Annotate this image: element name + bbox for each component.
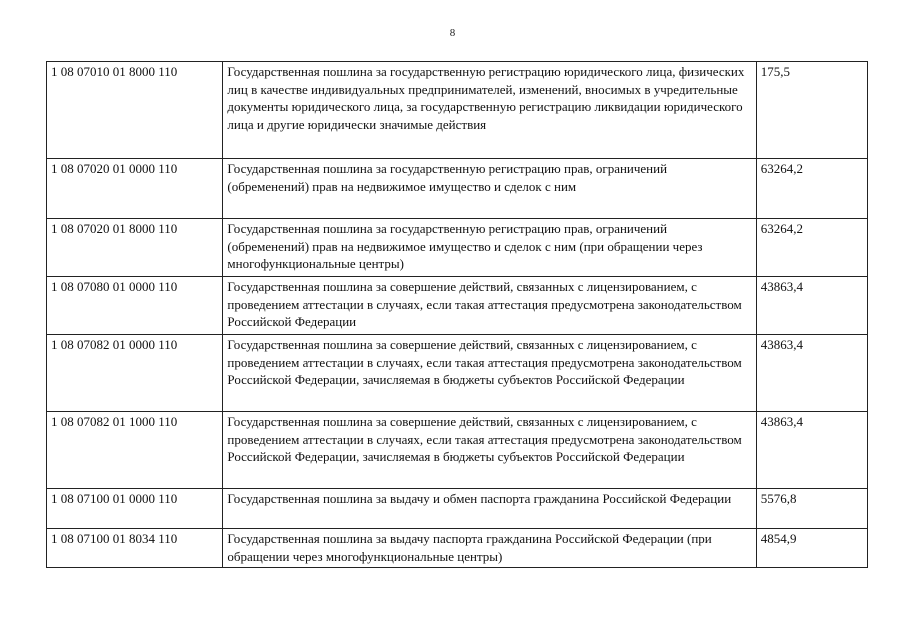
table-row: [47, 277, 868, 335]
description-cell: Государственная пошлина за государственную регистрацию прав, ограничений (обременений) прав на недвижимое имущество и сделок с ним: [223, 159, 756, 219]
description-cell: Государственная пошлина за совершение действий, связанных с лицензированием, с проведением аттестации в случаях, если такая аттестация предусмотрена законодательством Российской Федерации: [223, 277, 756, 335]
description-cell: Государственная пошлина за государственную регистрацию юридического лица, физических лиц в качестве индивидуальных предпринимателей, изменений, вносимых в учредительные документы юридического лица, за государственную регистрацию ликвидации юридического лица и другие юридически значимые действия: [223, 62, 756, 159]
budget-code-cell: 1 08 07010 01 8000 110: [47, 62, 223, 159]
description-cell: Государственная пошлина за совершение действий, связанных с лицензированием, с проведением аттестации в случаях, если такая аттестация предусмотрена законодательством Российской Федерации, зачисляемая в бюджеты субъектов Российской Федерации: [223, 412, 756, 489]
amount-cell: 63264,2: [756, 159, 867, 219]
table-row: [47, 529, 868, 568]
revenue-table: [46, 61, 868, 568]
amount-cell: 175,5: [756, 62, 867, 159]
amount-cell: 43863,4: [756, 277, 867, 335]
table-row: [47, 335, 868, 412]
table-row: [47, 219, 868, 277]
budget-code-cell: 1 08 07020 01 8000 110: [47, 219, 223, 277]
description-cell: Государственная пошлина за совершение действий, связанных с лицензированием, с проведением аттестации в случаях, если такая аттестация предусмотрена законодательством Российской Федерации, зачисляемая в бюджеты субъектов Российской Федерации: [223, 335, 756, 412]
budget-code-cell: 1 08 07082 01 0000 110: [47, 335, 223, 412]
description-cell: Государственная пошлина за выдачу и обмен паспорта гражданина Российской Федерации: [223, 489, 756, 529]
budget-code-cell: 1 08 07020 01 0000 110: [47, 159, 223, 219]
page-number: 8: [449, 27, 456, 39]
table-row: [47, 159, 868, 219]
description-cell: Государственная пошлина за государственную регистрацию прав, ограничений (обременений) прав на недвижимое имущество и сделок с ним (при обращении через многофункциональные центры): [223, 219, 756, 277]
amount-cell: 4854,9: [756, 529, 867, 568]
description-cell: Государственная пошлина за выдачу паспорта гражданина Российской Федерации (при обращении через многофункциональные центры): [223, 529, 756, 568]
budget-code-cell: 1 08 07100 01 8034 110: [47, 529, 223, 568]
table-row: [47, 412, 868, 489]
amount-cell: 43863,4: [756, 412, 867, 489]
amount-cell: 43863,4: [756, 335, 867, 412]
budget-code-cell: 1 08 07082 01 1000 110: [47, 412, 223, 489]
amount-cell: 63264,2: [756, 219, 867, 277]
table-row: [47, 62, 868, 159]
amount-cell: 5576,8: [756, 489, 867, 529]
budget-code-cell: 1 08 07100 01 0000 110: [47, 489, 223, 529]
table-row: [47, 489, 868, 529]
budget-code-cell: 1 08 07080 01 0000 110: [47, 277, 223, 335]
